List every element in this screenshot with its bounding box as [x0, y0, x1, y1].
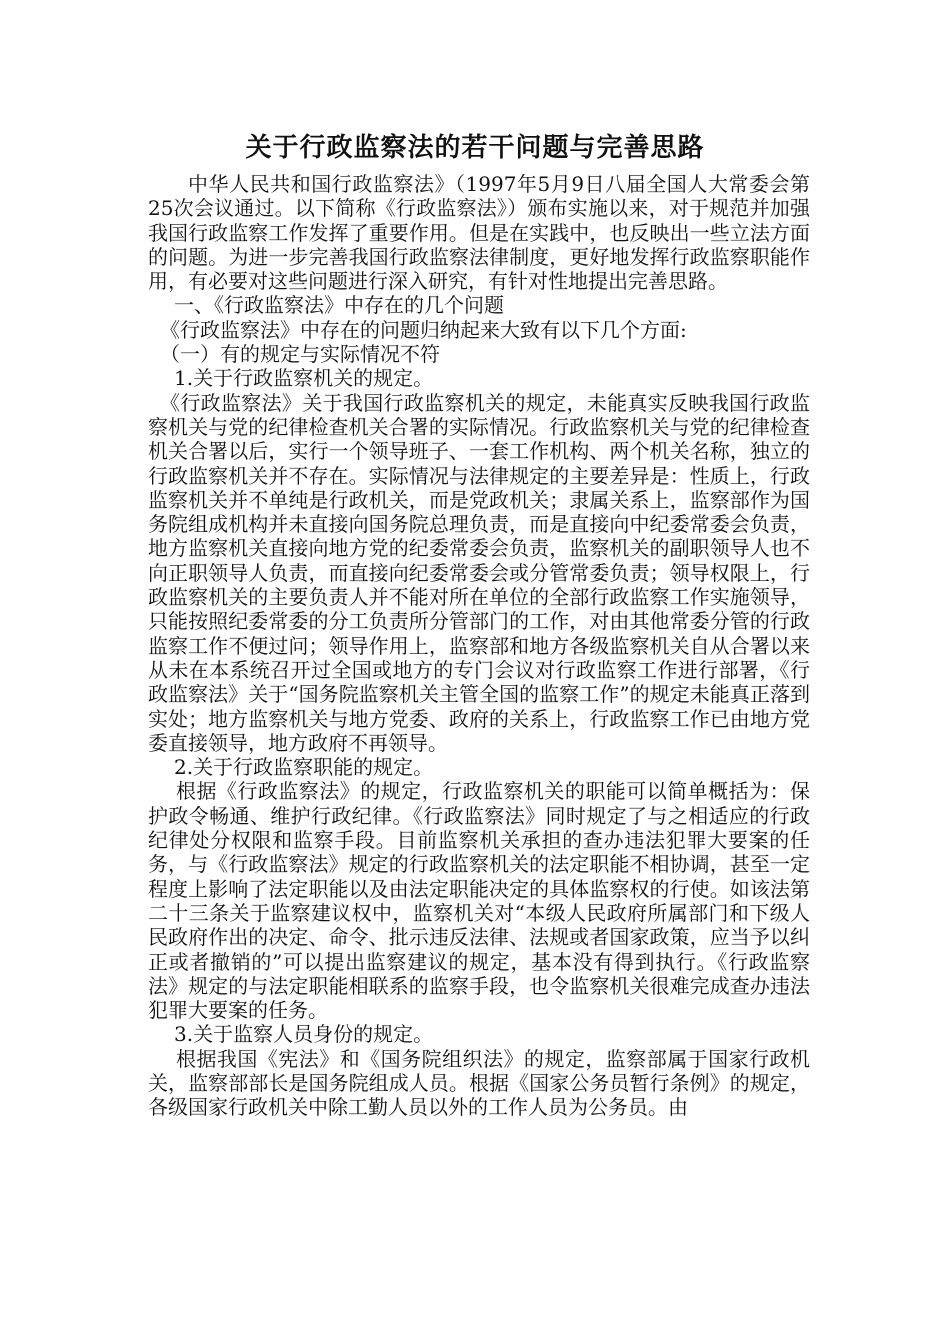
section-heading-1: 一、《行政监察法》中存在的几个问题	[174, 293, 504, 318]
item-heading-3: 3.关于监察人员身份的规定。	[174, 1022, 434, 1047]
subsection-heading-1: （一）有的规定与实际情况不符	[160, 342, 440, 367]
item-heading-2: 2.关于行政监察职能的规定。	[174, 755, 434, 780]
item-1-paragraph: 《行政监察法》关于我国行政监察机关的规定，未能真实反映我国行政监察机关与党的纪律检查机关合署的实际情况。行政监察机关与党的纪律检查机关合署以后，实行一个领导班子、一套工作机构、两个机关名称，独立的行政监察机关并不存在。实际情况与法律规定的主要差异是：性质上，行政监察机关并不单纯是行政机关，而是党政机关；隶属关系上，监察部作为国务院组成机构并未直接向国务院总理负责，而是直接向中纪委常委会负责，地方监察机关直接向地方党的纪委常委会负责，监察机关的副职领导人也不向正职领导人负责，而直接向纪委常委会或分管常委负责；领导权限上，行政监察机关的主要负责人并不能对所在单位的全部行政监察工作实施领导，只能按照纪委常委的分工负责所分管部门的工作，对由其他常委分管的行政监察工作不便过问；领导作用上，监察部和地方各级监察机关自从合署以来从未在本系统召开过全国或地方的专门会议对行政监察工作进行部署，《行政监察法》关于“国务院监察机关主管全国的监察工作”的规定未能真正落到实处；地方监察机关与地方党委、政府的关系上，行政监察工作已由地方党委直接领导，地方政府不再领导。	[148, 390, 810, 755]
document-body	[148, 172, 810, 1120]
section-summary-paragraph: 《行政监察法》中存在的问题归纳起来大致有以下几个方面:	[160, 317, 687, 342]
item-3-paragraph: 根据我国《宪法》和《国务院组织法》的规定，监察部属于国家行政机关，监察部部长是国务院组成人员。根据《国家公务员暂行条例》的规定，各级国家行政机关中除工勤人员以外的工作人员为公务员。由	[148, 1046, 810, 1120]
intro-paragraph: 中华人民共和国行政监察法》（1997年5月9日八届全国人大常委会第25次会议通过。以下简称《行政监察法》）颁布实施以来，对于规范并加强我国行政监察工作发挥了重要作用。但是在实践中，也反映出一些立法方面的问题。为进一步完善我国行政监察法律制度，更好地发挥行政监察职能作用，有必要对这些问题进行深入研究，有针对性地提出完善思路。	[148, 172, 810, 294]
item-2-paragraph: 根据《行政监察法》的规定，行政监察机关的职能可以简单概括为：保护政令畅通、维护行政纪律。《行政监察法》同时规定了与之相适应的行政纪律处分权限和监察手段。目前监察机关承担的查办违法犯罪大要案的任务，与《行政监察法》规定的行政监察机关的法定职能不相协调，甚至一定程度上影响了法定职能以及由法定职能决定的具体监察权的行使。如该法第二十三条关于监察建议权中，监察机关对“本级人民政府所属部门和下级人民政府作出的决定、命令、批示违反法律、法规或者国家政策，应当予以纠正或者撤销的”可以提出监察建议的规定，基本没有得到执行。《行政监察法》规定的与法定职能相联系的监察手段，也令监察机关很难完成查办违法犯罪大要案的任务。	[148, 779, 810, 1023]
item-heading-1: 1.关于行政监察机关的规定。	[174, 366, 434, 391]
document-title: 关于行政监察法的若干问题与完善思路	[245, 133, 705, 163]
